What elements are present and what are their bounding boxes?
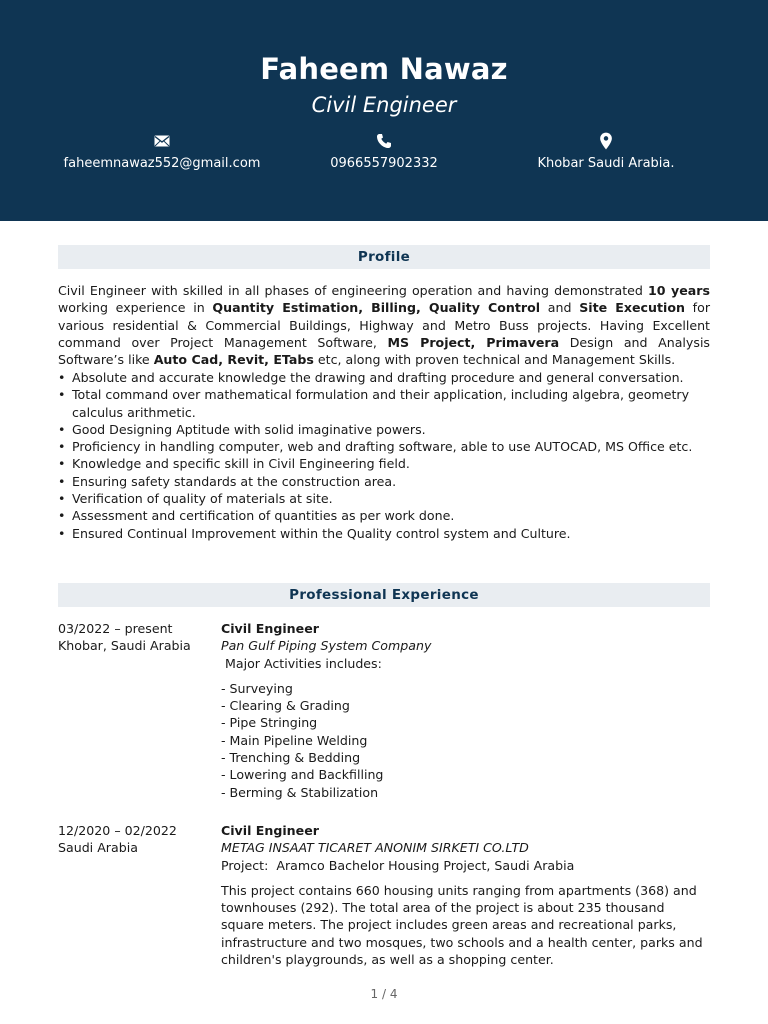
email-text[interactable]: faheemnawaz552@gmail.com <box>63 156 261 171</box>
job-company: Pan Gulf Piping System Company <box>221 638 432 654</box>
summary-text-4: for various residential & Commercial Buildings, Highway and Metro Buss projects. Having Excellent command over Project Management Software, <box>58 300 710 350</box>
summary-text-3: and <box>540 300 580 316</box>
job-meta <box>58 620 218 655</box>
summary-text-6: etc, along with proven technical and Management Skills. <box>313 352 676 368</box>
list-item: • Ensuring safety standards at the construction area. <box>58 473 397 489</box>
job-dates: 03/2022 – present <box>58 621 173 636</box>
summary-bold-2: Quantity Estimation, Billing, Quality Control <box>212 300 541 316</box>
list-item: • Ensured Continual Improvement within the Quality control system and Culture. <box>58 525 571 541</box>
page-number: 1 / 4 <box>370 987 398 1001</box>
job-company: METAG INSAAT TICARET ANONIM SIRKETI CO.LTD <box>221 840 529 856</box>
contact-location <box>486 132 726 171</box>
list-item: • Verification of quality of materials at site. <box>58 491 333 507</box>
list-item: - Lowering and Backfilling <box>221 767 384 783</box>
mail-icon <box>154 132 170 150</box>
list-item: • Good Designing Aptitude with solid imaginative powers. <box>58 421 426 437</box>
phone-icon <box>376 132 392 150</box>
summary-text-2: working experience in <box>58 300 213 316</box>
contact-phone <box>264 132 504 171</box>
list-item: • Knowledge and specific skill in Civil Engineering field. <box>58 456 410 472</box>
profile-skill-list <box>58 369 710 542</box>
job-details <box>221 822 711 968</box>
summary-text-5: Design and Analysis Software’s like <box>58 334 710 368</box>
summary-bold-1: 10 years <box>648 283 710 298</box>
list-item: - Pipe Stringing <box>221 715 318 731</box>
list-item: - Trenching & Bedding <box>221 750 361 766</box>
profile-heading: Profile <box>58 245 710 269</box>
job-intro: Major Activities includes: <box>221 655 382 671</box>
job-dates: 12/2020 – 02/2022 <box>58 823 177 838</box>
location-text: Khobar Saudi Arabia. <box>537 156 675 171</box>
profile-summary <box>58 282 710 368</box>
job-role: Civil Engineer <box>221 823 319 838</box>
summary-bold-4: MS Project, Primavera <box>387 334 560 350</box>
list-item: • Assessment and certification of quantities as per work done. <box>58 508 455 524</box>
header-banner <box>0 0 768 221</box>
contact-email <box>42 132 282 171</box>
candidate-name: Faheem Nawaz <box>260 52 508 86</box>
list-item: - Surveying <box>221 680 293 696</box>
list-item: - Clearing & Grading <box>221 698 350 714</box>
experience-heading: Professional Experience <box>58 583 710 607</box>
phone-text[interactable]: 0966557902332 <box>330 156 438 171</box>
job-location: Khobar, Saudi Arabia <box>58 638 191 654</box>
list-item: - Main Pipeline Welding <box>221 732 368 748</box>
job-project: Project: Aramco Bachelor Housing Project, Saudi Arabia <box>221 857 575 873</box>
candidate-title: Civil Engineer <box>311 93 457 117</box>
job-activity-list <box>221 680 711 801</box>
list-item: - Berming & Stabilization <box>221 784 379 800</box>
summary-bold-5: Auto Cad, Revit, ETabs <box>153 352 314 368</box>
job-meta <box>58 822 218 857</box>
job-description: This project contains 660 housing units ranging from apartments (368) and townhouses (292). The total area of the project is about 235 thousand square meters. The project includes green areas and recreational parks, infrastructure and two mosques, two schools and a health center, parks and children's playgrounds, as well as a shopping center. <box>221 882 703 968</box>
job-location: Saudi Arabia <box>58 840 138 856</box>
summary-text-1: Civil Engineer with skilled in all phases of engineering operation and having demonstrated <box>58 283 649 298</box>
list-item: • Total command over mathematical formulation and their application, including algebra, geometry calculus arithmetic. <box>58 387 690 420</box>
list-item: • Proficiency in handling computer, web and drafting software, able to use AUTOCAD, MS Office etc. <box>58 439 693 455</box>
location-pin-icon <box>599 132 613 150</box>
list-item: • Absolute and accurate knowledge the drawing and drafting procedure and general conversation. <box>58 370 684 385</box>
summary-bold-3: Site Execution <box>579 300 685 316</box>
job-role: Civil Engineer <box>221 621 319 636</box>
job-details <box>221 620 711 801</box>
